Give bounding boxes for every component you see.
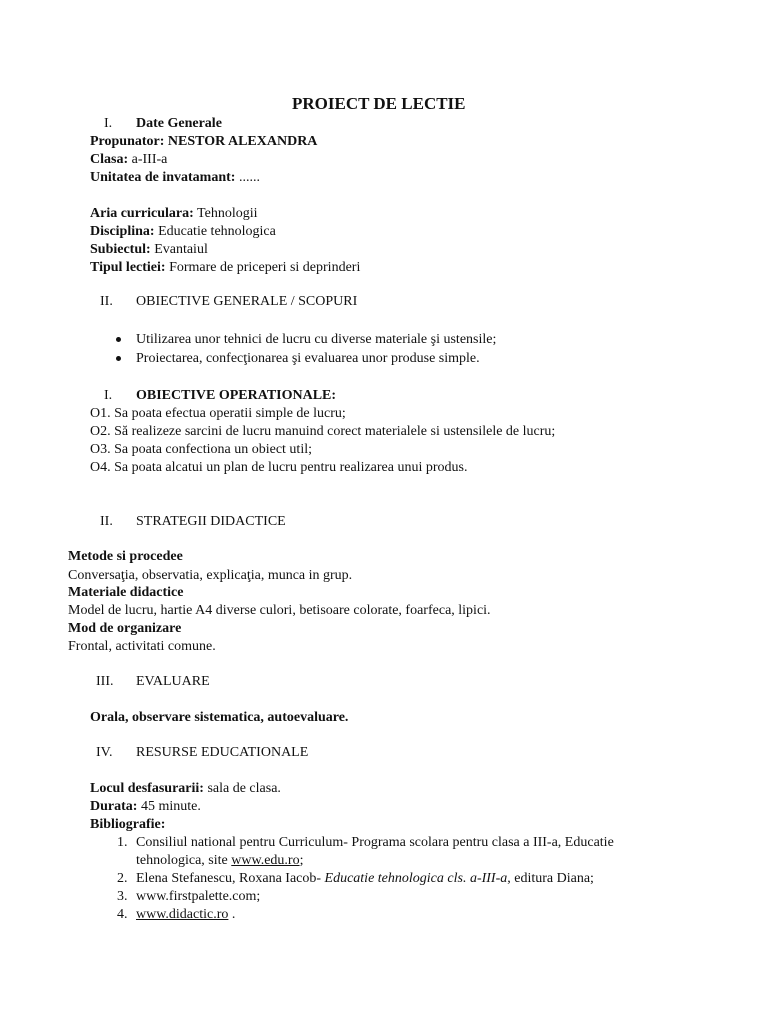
list-item: Proiectarea, confecţionarea şi evaluarea unor produse simple.	[136, 351, 480, 366]
field-label: Tipul lectiei:	[90, 260, 166, 275]
section-heading-evaluare: EVALUARE	[136, 674, 210, 689]
bullet-icon	[116, 337, 121, 342]
field-label: Disciplina:	[90, 224, 155, 239]
field-label: Propunator:	[90, 134, 165, 149]
bibliography-item: www.firstpalette.com;	[136, 889, 261, 904]
durata-line	[90, 798, 201, 816]
field-label: Locul desfasurarii:	[90, 781, 204, 796]
section-number: II.	[100, 514, 113, 529]
field-label: Subiectul:	[90, 242, 151, 257]
bibliography-item	[136, 870, 594, 888]
metode-label: Metode si procedee	[68, 549, 183, 564]
field-label: Clasa:	[90, 152, 129, 167]
section-number: IV.	[96, 745, 113, 760]
metode-value: Conversaţia, observatia, explicaţia, munca in grup.	[68, 568, 353, 583]
section-heading-strategii: STRATEGII DIDACTICE	[136, 514, 286, 529]
bibliography-text: Elena Stefanescu, Roxana Iacob-	[136, 871, 325, 886]
objective-item: O3. Sa poata confectiona un obiect util;	[90, 442, 312, 457]
field-value: Evantaiul	[154, 242, 208, 257]
list-number: 3.	[117, 889, 128, 904]
mod-label: Mod de organizare	[68, 621, 182, 636]
evaluare-text: Orala, observare sistematica, autoevaluare.	[90, 710, 349, 725]
field-label: Durata:	[90, 799, 138, 814]
bibliography-text: , editura Diana;	[507, 871, 594, 886]
section-number: I.	[104, 388, 113, 403]
unitatea-line	[90, 169, 260, 187]
bibliography-text: .	[228, 907, 236, 922]
section-number: III.	[96, 674, 114, 689]
objective-item: O2. Să realizeze sarcini de lucru manuind corect materialele si ustensilele de lucru;	[90, 424, 556, 439]
objective-item: O4. Sa poata alcatui un plan de lucru pentru realizarea unui produs.	[90, 460, 468, 475]
aria-line	[90, 205, 258, 223]
list-number: 1.	[117, 835, 128, 850]
field-value: Educatie tehnologica	[158, 224, 276, 239]
field-value: 45 minute.	[140, 799, 201, 814]
document-title: PROIECT DE LECTIE	[292, 94, 466, 113]
bibliography-text: tehnologica, site	[136, 853, 232, 868]
section-number: I.	[104, 116, 113, 131]
section-heading-resurse: RESURSE EDUCATIONALE	[136, 745, 309, 760]
bibliography-item-continued	[136, 852, 303, 870]
list-item: Utilizarea unor tehnici de lucru cu diverse materiale şi ustensile;	[136, 332, 497, 347]
bibliografie-label: Bibliografie:	[90, 817, 166, 832]
bullet-icon	[116, 356, 121, 361]
bibliography-item	[136, 906, 235, 924]
section-heading-obiective-generale: OBIECTIVE GENERALE / SCOPURI	[136, 294, 358, 309]
bibliography-text: ;	[299, 853, 304, 868]
propunator-line	[90, 133, 317, 151]
section-number: II.	[100, 294, 113, 309]
field-value: Formare de priceperi si deprinderi	[169, 260, 361, 275]
tipul-line	[90, 259, 360, 277]
didactic-ro-link[interactable]: www.didactic.ro	[136, 907, 229, 922]
field-label: Unitatea de invatamant:	[90, 170, 236, 185]
edu-ro-link[interactable]: www.edu.ro	[231, 853, 300, 868]
objective-item: O1. Sa poata efectua operatii simple de lucru;	[90, 406, 346, 421]
field-value: NESTOR ALEXANDRA	[167, 134, 318, 149]
subiectul-line	[90, 241, 208, 259]
field-value: ......	[238, 170, 260, 185]
clasa-line	[90, 151, 167, 169]
field-value: Tehnologii	[197, 206, 258, 221]
field-value: sala de clasa.	[207, 781, 281, 796]
list-number: 4.	[117, 907, 128, 922]
section-heading-date-generale: Date Generale	[136, 116, 222, 131]
book-title: Educatie tehnologica cls. a-III-a	[324, 871, 508, 886]
bibliography-item: Consiliul national pentru Curriculum- Programa scolara pentru clasa a III-a, Educatie	[136, 835, 614, 850]
mod-value: Frontal, activitati comune.	[68, 639, 216, 654]
list-number: 2.	[117, 871, 128, 886]
disciplina-line	[90, 223, 276, 241]
field-value: a-III-a	[131, 152, 168, 167]
materiale-value: Model de lucru, hartie A4 diverse culori, betisoare colorate, foarfeca, lipici.	[68, 603, 491, 618]
field-label: Aria curriculara:	[90, 206, 194, 221]
locul-line	[90, 780, 281, 798]
materiale-label: Materiale didactice	[68, 585, 184, 600]
section-heading-obiective-operationale: OBIECTIVE OPERATIONALE:	[136, 388, 337, 403]
